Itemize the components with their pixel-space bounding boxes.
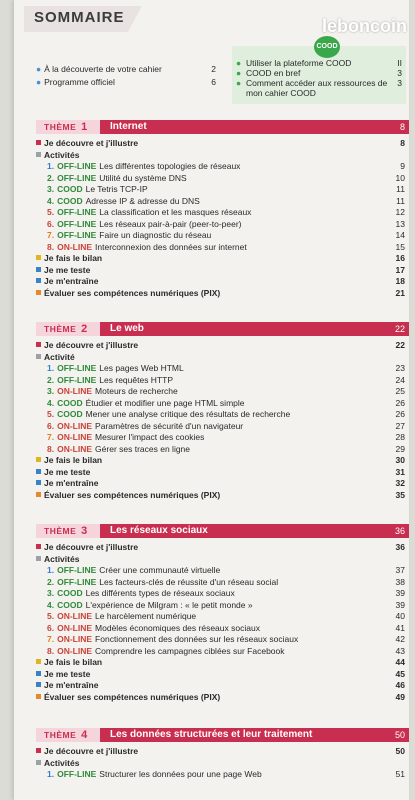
page-number: 49 bbox=[395, 691, 405, 702]
cood-logo: COOD bbox=[314, 36, 340, 58]
theme-name: Internet bbox=[110, 121, 147, 132]
activity-title: Les pages Web HTML bbox=[99, 363, 184, 373]
page-number: 32 bbox=[395, 478, 405, 488]
activity-title: Mener une analyse critique des résultats de recherche bbox=[85, 409, 291, 419]
activity-tag: ON-LINE bbox=[57, 432, 93, 442]
activity-tag: ON-LINE bbox=[57, 622, 93, 633]
page-number: 26 bbox=[395, 397, 405, 408]
activity-tag: ON-LINE bbox=[57, 645, 93, 656]
bilan-item[interactable]: Je fais le bilan 16 bbox=[36, 253, 409, 265]
theme-header[interactable] bbox=[36, 524, 409, 538]
page-number: 26 bbox=[395, 409, 405, 419]
activity-item[interactable] bbox=[36, 634, 409, 646]
square-icon bbox=[36, 480, 41, 485]
page-number: 3 bbox=[397, 78, 402, 88]
bullet-icon: ● bbox=[236, 68, 242, 78]
activities-heading: Activité bbox=[36, 352, 409, 364]
square-icon bbox=[36, 140, 41, 145]
activity-tag: COOD bbox=[57, 184, 83, 194]
activity-title: Gérer ses traces en ligne bbox=[95, 443, 191, 454]
cood-item[interactable]: ● COOD en bref 3 bbox=[236, 68, 402, 78]
cood-item[interactable]: ● Comment accéder aux ressources de mon cahier COOD 3 bbox=[236, 78, 402, 98]
activity-item[interactable] bbox=[36, 207, 409, 219]
activity-item[interactable] bbox=[36, 173, 409, 185]
page-number: 13 bbox=[395, 218, 405, 229]
activity-item[interactable] bbox=[36, 230, 409, 242]
page-number: II bbox=[397, 58, 402, 68]
page-number: 24 bbox=[395, 374, 405, 385]
page-number: 38 bbox=[395, 576, 405, 587]
activity-title: Structurer les données pour une page Web bbox=[99, 769, 262, 779]
activity-number: 2. bbox=[47, 374, 55, 385]
page-number: 2 bbox=[211, 64, 216, 74]
page-number: 27 bbox=[395, 420, 405, 431]
page-number: 36 bbox=[394, 526, 405, 536]
page-number: 3 bbox=[397, 68, 402, 78]
activity-title: Étudier et modifier une page HTML simple bbox=[85, 397, 245, 408]
page-number: 41 bbox=[395, 622, 405, 633]
theme-label: THÈME bbox=[44, 526, 77, 536]
theme-section bbox=[36, 120, 409, 299]
activity-number: 1. bbox=[47, 565, 55, 575]
activity-number: 4. bbox=[47, 599, 55, 610]
bullet-icon: ● bbox=[236, 78, 242, 88]
activity-tag: ON-LINE bbox=[57, 386, 93, 396]
page-number: 44 bbox=[395, 657, 405, 667]
activity-tag: OFF-LINE bbox=[57, 161, 97, 171]
square-icon bbox=[36, 469, 41, 474]
pix-item[interactable]: Évaluer ses compétences numériques (PIX) 35 bbox=[36, 490, 409, 502]
square-icon bbox=[36, 556, 41, 561]
page-number: 39 bbox=[395, 599, 405, 610]
activity-title: Faire un diagnostic du réseau bbox=[99, 230, 212, 240]
theme-section bbox=[36, 322, 409, 501]
page-number: 10 bbox=[395, 172, 405, 183]
activity-number: 7. bbox=[47, 230, 55, 240]
page-number: 17 bbox=[395, 264, 405, 275]
square-icon bbox=[36, 278, 41, 283]
activity-number: 3. bbox=[47, 386, 55, 396]
square-icon bbox=[36, 671, 41, 676]
page-number: 8 bbox=[400, 138, 405, 148]
page-number: 39 bbox=[395, 588, 405, 598]
activity-item[interactable] bbox=[36, 432, 409, 444]
pix-item[interactable]: Évaluer ses compétences numériques (PIX) 21 bbox=[36, 288, 409, 300]
activity-number: 4. bbox=[47, 195, 55, 206]
test-item[interactable]: Je me teste 45 bbox=[36, 669, 409, 681]
page-number: 51 bbox=[395, 769, 405, 779]
page-number: 11 bbox=[396, 184, 405, 194]
activity-number: 5. bbox=[47, 611, 55, 621]
page-number: 50 bbox=[395, 746, 405, 756]
page-number: 18 bbox=[395, 276, 405, 286]
activity-tag: COOD bbox=[57, 397, 83, 408]
activity-item[interactable] bbox=[36, 161, 409, 173]
activities-heading: Activités bbox=[36, 150, 409, 162]
activity-tag: COOD bbox=[57, 599, 83, 610]
square-icon bbox=[36, 255, 41, 260]
activity-item[interactable] bbox=[36, 196, 409, 208]
square-icon bbox=[36, 267, 41, 272]
activity-item[interactable] bbox=[36, 184, 409, 196]
square-icon bbox=[36, 682, 41, 687]
activity-title: Les réseaux pair-à-pair (peer-to-peer) bbox=[99, 218, 242, 229]
page-number: 31 bbox=[395, 466, 405, 477]
bullet-icon: ● bbox=[36, 64, 42, 74]
square-icon bbox=[36, 342, 41, 347]
page-number: 6 bbox=[211, 77, 216, 87]
activity-item[interactable] bbox=[36, 623, 409, 635]
square-icon bbox=[36, 290, 41, 295]
bullet-icon: ● bbox=[36, 77, 42, 87]
page-number: 21 bbox=[395, 287, 405, 298]
training-item[interactable]: Je m'entraîne 46 bbox=[36, 680, 409, 692]
page-number: 14 bbox=[395, 230, 405, 240]
activity-tag: OFF-LINE bbox=[57, 207, 97, 217]
intro-list bbox=[36, 64, 216, 90]
activity-item[interactable] bbox=[36, 219, 409, 231]
discover-item[interactable]: Je découvre et j'illustre 8 bbox=[36, 138, 409, 150]
activity-title: Paramètres de sécurité d'un navigateur bbox=[95, 420, 244, 431]
theme-name: Les réseaux sociaux bbox=[110, 525, 208, 536]
training-item[interactable]: Je m'entraîne 32 bbox=[36, 478, 409, 490]
page-number: 11 bbox=[396, 195, 405, 206]
activity-item[interactable] bbox=[36, 398, 409, 410]
activities-heading: Activités bbox=[36, 554, 409, 566]
activity-title: Les requêtes HTTP bbox=[99, 374, 173, 385]
bilan-item[interactable]: Je fais le bilan 44 bbox=[36, 657, 409, 669]
activity-title: Les différentes topologies de réseaux bbox=[99, 161, 241, 171]
theme-header[interactable] bbox=[36, 120, 409, 134]
activity-tag: OFF-LINE bbox=[57, 230, 97, 240]
activity-tag: OFF-LINE bbox=[57, 363, 97, 373]
activity-number: 6. bbox=[47, 420, 55, 431]
activity-tag: OFF-LINE bbox=[57, 576, 97, 587]
square-icon bbox=[36, 694, 41, 699]
activity-item[interactable] bbox=[36, 565, 409, 577]
discover-item[interactable]: Je découvre et j'illustre 36 bbox=[36, 542, 409, 554]
activity-title: Les facteurs-clés de réussite d'un réseau social bbox=[99, 576, 279, 587]
page-number: 46 bbox=[395, 680, 405, 690]
page-number: 30 bbox=[395, 455, 405, 465]
page-number: 43 bbox=[395, 645, 405, 656]
square-icon bbox=[36, 748, 41, 753]
activity-title: Fonctionnement des données sur les réseaux sociaux bbox=[95, 634, 299, 644]
theme-name: Les données structurées et leur traitement bbox=[110, 729, 313, 740]
activities-heading: Activités bbox=[36, 758, 409, 770]
activity-title: Moteurs de recherche bbox=[95, 386, 178, 396]
activity-tag: COOD bbox=[57, 409, 83, 419]
activity-tag: ON-LINE bbox=[57, 634, 93, 644]
activity-item[interactable] bbox=[36, 577, 409, 589]
theme-number: 4 bbox=[81, 729, 88, 741]
cood-item[interactable]: ● Utiliser la plateforme COOD II bbox=[236, 58, 402, 68]
bilan-item[interactable]: Je fais le bilan 30 bbox=[36, 455, 409, 467]
activity-number: 3. bbox=[47, 184, 55, 194]
test-item[interactable]: Je me teste 31 bbox=[36, 467, 409, 479]
theme-header[interactable] bbox=[36, 728, 409, 742]
activity-number: 4. bbox=[47, 397, 55, 408]
activity-item[interactable] bbox=[36, 421, 409, 433]
activity-title: L'expérience de Milgram : « le petit monde » bbox=[85, 599, 253, 610]
activity-item[interactable] bbox=[36, 646, 409, 658]
page-number: 22 bbox=[395, 340, 405, 350]
activity-number: 1. bbox=[47, 161, 55, 171]
page-number: 25 bbox=[395, 386, 405, 396]
page-number: 15 bbox=[395, 241, 405, 252]
activity-item[interactable] bbox=[36, 409, 409, 421]
page-number: 22 bbox=[394, 324, 405, 334]
activity-tag: OFF-LINE bbox=[57, 565, 97, 575]
page-title: SOMMAIRE bbox=[34, 9, 125, 26]
activity-number: 8. bbox=[47, 241, 55, 252]
activity-title: La classification et les masques réseaux bbox=[99, 207, 252, 217]
square-icon bbox=[36, 492, 41, 497]
activity-title: Mesurer l'impact des cookies bbox=[95, 432, 205, 442]
activity-title: Le harcèlement numérique bbox=[95, 611, 197, 621]
activity-number: 2. bbox=[47, 172, 55, 183]
activity-title: Interconnexion des données sur internet bbox=[95, 241, 247, 252]
square-icon bbox=[36, 544, 41, 549]
theme-number: 2 bbox=[81, 323, 88, 335]
activity-tag: COOD bbox=[57, 588, 83, 598]
activity-title: Utilité du système DNS bbox=[99, 172, 187, 183]
activity-number: 6. bbox=[47, 622, 55, 633]
page-number: 23 bbox=[395, 363, 405, 373]
activity-item[interactable] bbox=[36, 363, 409, 375]
pix-item[interactable]: Évaluer ses compétences numériques (PIX) 49 bbox=[36, 692, 409, 704]
theme-label: THÈME bbox=[44, 122, 77, 132]
intro-item[interactable]: ● Programme officiel 6 bbox=[36, 77, 216, 87]
page-number: 50 bbox=[394, 730, 405, 740]
page-number: 40 bbox=[395, 611, 405, 621]
activity-number: 5. bbox=[47, 409, 55, 419]
activity-number: 1. bbox=[47, 769, 55, 779]
theme-header[interactable] bbox=[36, 322, 409, 336]
activity-item[interactable] bbox=[36, 375, 409, 387]
page-number: 35 bbox=[395, 489, 405, 500]
activity-item[interactable] bbox=[36, 444, 409, 456]
page-number: 37 bbox=[395, 565, 405, 575]
square-icon bbox=[36, 760, 41, 765]
activity-title: Le Tetris TCP-IP bbox=[85, 184, 148, 194]
test-item[interactable]: Je me teste 17 bbox=[36, 265, 409, 277]
activity-item[interactable] bbox=[36, 588, 409, 600]
activity-item[interactable] bbox=[36, 611, 409, 623]
activity-tag: ON-LINE bbox=[57, 420, 93, 431]
brand-watermark: leboncoin bbox=[322, 16, 407, 36]
page-number: 36 bbox=[395, 542, 405, 552]
bullet-icon: ● bbox=[236, 58, 242, 68]
theme-name: Le web bbox=[110, 323, 144, 334]
theme-label: THÈME bbox=[44, 730, 77, 740]
theme-section bbox=[36, 728, 409, 781]
activity-title: Adresse IP & adresse du DNS bbox=[85, 195, 200, 206]
document-page bbox=[14, 0, 409, 800]
page-number: 42 bbox=[395, 634, 405, 644]
activity-item[interactable] bbox=[36, 386, 409, 398]
activity-number: 1. bbox=[47, 363, 55, 373]
activity-tag: OFF-LINE bbox=[57, 172, 97, 183]
activity-title: Modèles économiques des réseaux sociaux bbox=[95, 622, 260, 633]
square-icon bbox=[36, 659, 41, 664]
intro-item[interactable]: ● À la découverte de votre cahier 2 bbox=[36, 64, 216, 74]
page-number: 45 bbox=[395, 668, 405, 679]
activity-item[interactable] bbox=[36, 600, 409, 612]
activity-item[interactable] bbox=[36, 242, 409, 254]
activity-number: 3. bbox=[47, 588, 55, 598]
page-number: 12 bbox=[395, 207, 405, 217]
cood-box bbox=[232, 43, 406, 104]
activity-tag: COOD bbox=[57, 195, 83, 206]
activity-tag: OFF-LINE bbox=[57, 218, 97, 229]
training-item[interactable]: Je m'entraîne 18 bbox=[36, 276, 409, 288]
discover-item[interactable]: Je découvre et j'illustre 22 bbox=[36, 340, 409, 352]
theme-section bbox=[36, 524, 409, 703]
theme-number: 1 bbox=[81, 121, 88, 133]
activity-number: 8. bbox=[47, 645, 55, 656]
page-number: 9 bbox=[400, 161, 405, 171]
activity-tag: OFF-LINE bbox=[57, 374, 97, 385]
theme-number: 3 bbox=[81, 525, 88, 537]
activity-tag: ON-LINE bbox=[57, 611, 93, 621]
activity-number: 8. bbox=[47, 443, 55, 454]
square-icon bbox=[36, 354, 41, 359]
page-number: 16 bbox=[395, 253, 405, 263]
activity-title: Comprendre les campagnes ciblées sur Facebook bbox=[95, 645, 285, 656]
activity-tag: ON-LINE bbox=[57, 443, 93, 454]
square-icon bbox=[36, 457, 41, 462]
activity-number: 6. bbox=[47, 218, 55, 229]
activity-title: Créer une communauté virtuelle bbox=[99, 565, 221, 575]
activity-number: 7. bbox=[47, 634, 55, 644]
activity-tag: OFF-LINE bbox=[57, 769, 97, 779]
discover-item[interactable]: Je découvre et j'illustre 50 bbox=[36, 746, 409, 758]
theme-label: THÈME bbox=[44, 324, 77, 334]
activity-number: 5. bbox=[47, 207, 55, 217]
page-number: 28 bbox=[395, 432, 405, 442]
page-number: 29 bbox=[395, 443, 405, 454]
activity-number: 7. bbox=[47, 432, 55, 442]
activity-title: Les différents types de réseaux sociaux bbox=[85, 588, 235, 598]
square-icon bbox=[36, 152, 41, 157]
activity-item[interactable] bbox=[36, 769, 409, 781]
activity-number: 2. bbox=[47, 576, 55, 587]
activity-tag: ON-LINE bbox=[57, 241, 93, 252]
page-number: 8 bbox=[399, 122, 405, 132]
